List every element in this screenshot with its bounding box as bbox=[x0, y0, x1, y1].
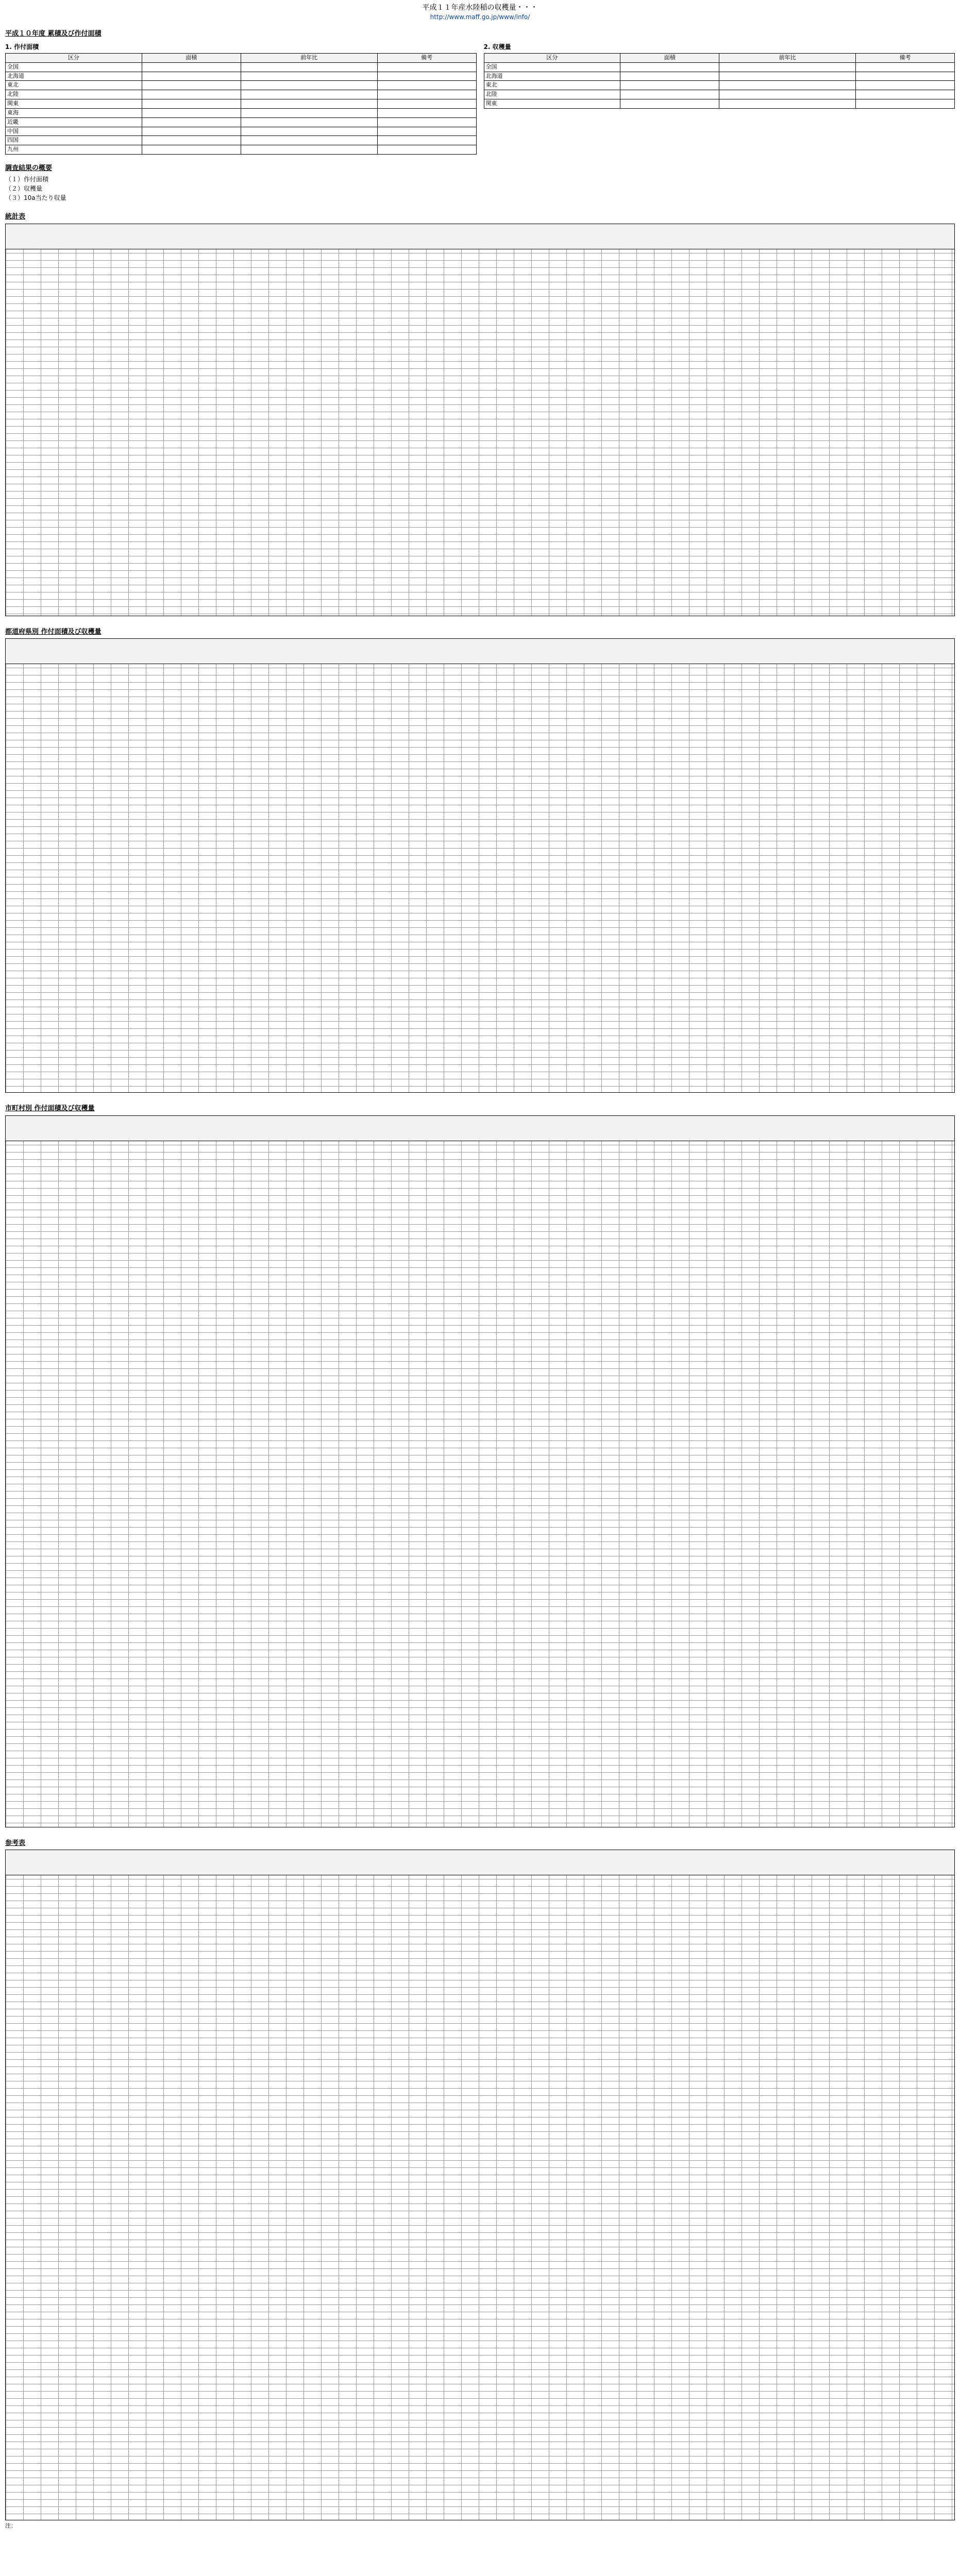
table-caption: 2. 収穫量 bbox=[483, 43, 511, 50]
col-header: 備考 bbox=[377, 53, 476, 62]
cell bbox=[620, 90, 719, 99]
cell bbox=[620, 72, 719, 81]
cell bbox=[719, 90, 856, 99]
col-header: 前年比 bbox=[719, 53, 856, 62]
table-row bbox=[484, 90, 955, 99]
cell: 関東 bbox=[6, 99, 142, 109]
table-row bbox=[6, 62, 477, 72]
two-column-tables bbox=[5, 41, 955, 155]
cell bbox=[620, 81, 719, 90]
prefecture-data-grid bbox=[5, 638, 955, 1093]
right-table bbox=[484, 53, 955, 109]
table-row bbox=[6, 99, 477, 109]
table-row bbox=[6, 90, 477, 99]
cell bbox=[377, 145, 476, 155]
cell bbox=[377, 90, 476, 99]
section-title: 統計表 bbox=[5, 213, 26, 221]
col-header: 備考 bbox=[856, 53, 955, 62]
cell bbox=[620, 99, 719, 109]
grid-header bbox=[6, 1850, 954, 1875]
grid-header bbox=[6, 224, 954, 249]
section-summary bbox=[0, 157, 960, 205]
cell bbox=[241, 62, 377, 72]
cell bbox=[719, 81, 856, 90]
cell bbox=[241, 90, 377, 99]
cell bbox=[241, 145, 377, 155]
section-title: 平成１０年度 累積及び作付面積 bbox=[5, 30, 102, 38]
cell: 東北 bbox=[6, 81, 142, 90]
cell: 全国 bbox=[484, 62, 620, 72]
reference-data-grid bbox=[5, 1850, 955, 2520]
table-row bbox=[484, 81, 955, 90]
cell bbox=[377, 72, 476, 81]
table-row bbox=[6, 117, 477, 127]
left-table-block bbox=[5, 41, 477, 155]
cell bbox=[377, 99, 476, 109]
cell bbox=[620, 62, 719, 72]
document-title: 平成１１年産水陸稲の収穫量・・・ bbox=[422, 4, 538, 12]
table-row bbox=[484, 99, 955, 109]
summary-line: （１）作付面積 bbox=[5, 175, 49, 183]
table-row bbox=[6, 81, 477, 90]
cell bbox=[377, 127, 476, 136]
cell: 東北 bbox=[484, 81, 620, 90]
table-row bbox=[6, 145, 477, 155]
section-prefecture-table bbox=[0, 620, 960, 1097]
cell bbox=[142, 127, 241, 136]
cell bbox=[241, 127, 377, 136]
table-row bbox=[6, 136, 477, 145]
footnote: 注： bbox=[5, 2522, 16, 2530]
cell bbox=[377, 62, 476, 72]
cell bbox=[241, 117, 377, 127]
cell bbox=[241, 81, 377, 90]
cell bbox=[241, 136, 377, 145]
right-table-block bbox=[484, 41, 955, 155]
cell bbox=[142, 108, 241, 117]
col-header: 前年比 bbox=[241, 53, 377, 62]
summary-line: （２）収穫量 bbox=[5, 184, 43, 192]
table-row bbox=[484, 72, 955, 81]
cell bbox=[241, 99, 377, 109]
cell: 全国 bbox=[6, 62, 142, 72]
section-title: 都道府県別 作付面積及び収穫量 bbox=[5, 628, 102, 636]
cell bbox=[241, 72, 377, 81]
cell: 近畿 bbox=[6, 117, 142, 127]
section-title: 市町村別 作付面積及び収穫量 bbox=[5, 1105, 95, 1113]
cell: 中国 bbox=[6, 127, 142, 136]
cell bbox=[719, 99, 856, 109]
cell: 四国 bbox=[6, 136, 142, 145]
grid-header bbox=[6, 639, 954, 664]
cell bbox=[142, 99, 241, 109]
cell: 九州 bbox=[6, 145, 142, 155]
col-header: 区分 bbox=[6, 53, 142, 62]
cell bbox=[856, 99, 955, 109]
cell bbox=[719, 62, 856, 72]
left-table bbox=[5, 53, 477, 155]
table-body bbox=[6, 62, 477, 154]
cell: 関東 bbox=[484, 99, 620, 109]
cell: 北陸 bbox=[484, 90, 620, 99]
col-header: 区分 bbox=[484, 53, 620, 62]
cell bbox=[856, 81, 955, 90]
cell bbox=[142, 62, 241, 72]
cell bbox=[142, 72, 241, 81]
cell bbox=[142, 90, 241, 99]
section-stat-table bbox=[0, 205, 960, 620]
table-row bbox=[6, 127, 477, 136]
municipality-data-grid bbox=[5, 1115, 955, 1827]
cell bbox=[377, 117, 476, 127]
cell bbox=[142, 81, 241, 90]
cell bbox=[241, 108, 377, 117]
cell bbox=[377, 81, 476, 90]
table-row bbox=[6, 108, 477, 117]
table-caption: 1. 作付面積 bbox=[5, 43, 39, 50]
table-row bbox=[484, 62, 955, 72]
table-body bbox=[484, 62, 955, 108]
cell: 北海道 bbox=[484, 72, 620, 81]
cell bbox=[142, 117, 241, 127]
cell bbox=[719, 72, 856, 81]
cell bbox=[142, 145, 241, 155]
section-area bbox=[0, 22, 960, 157]
section-reference-tables bbox=[0, 1832, 960, 2533]
cell: 北陸 bbox=[6, 90, 142, 99]
summary-line: （３）10a当たり収量 bbox=[5, 194, 66, 202]
cell bbox=[142, 136, 241, 145]
source-link[interactable]: http://www.maff.go.jp/www/info/ bbox=[430, 13, 530, 21]
cell bbox=[377, 136, 476, 145]
cell bbox=[856, 90, 955, 99]
section-title: 参考表 bbox=[5, 1839, 26, 1847]
cell: 北海道 bbox=[6, 72, 142, 81]
col-header: 面積 bbox=[620, 53, 719, 62]
cell: 東海 bbox=[6, 108, 142, 117]
large-data-grid bbox=[5, 224, 955, 616]
section-municipality-table bbox=[0, 1097, 960, 1832]
table-row bbox=[6, 72, 477, 81]
cell bbox=[377, 108, 476, 117]
section-title: 調査結果の概要 bbox=[5, 164, 53, 173]
cell bbox=[856, 72, 955, 81]
cell bbox=[856, 62, 955, 72]
grid-header bbox=[6, 1116, 954, 1141]
col-header: 面積 bbox=[142, 53, 241, 62]
document-header bbox=[0, 0, 960, 22]
